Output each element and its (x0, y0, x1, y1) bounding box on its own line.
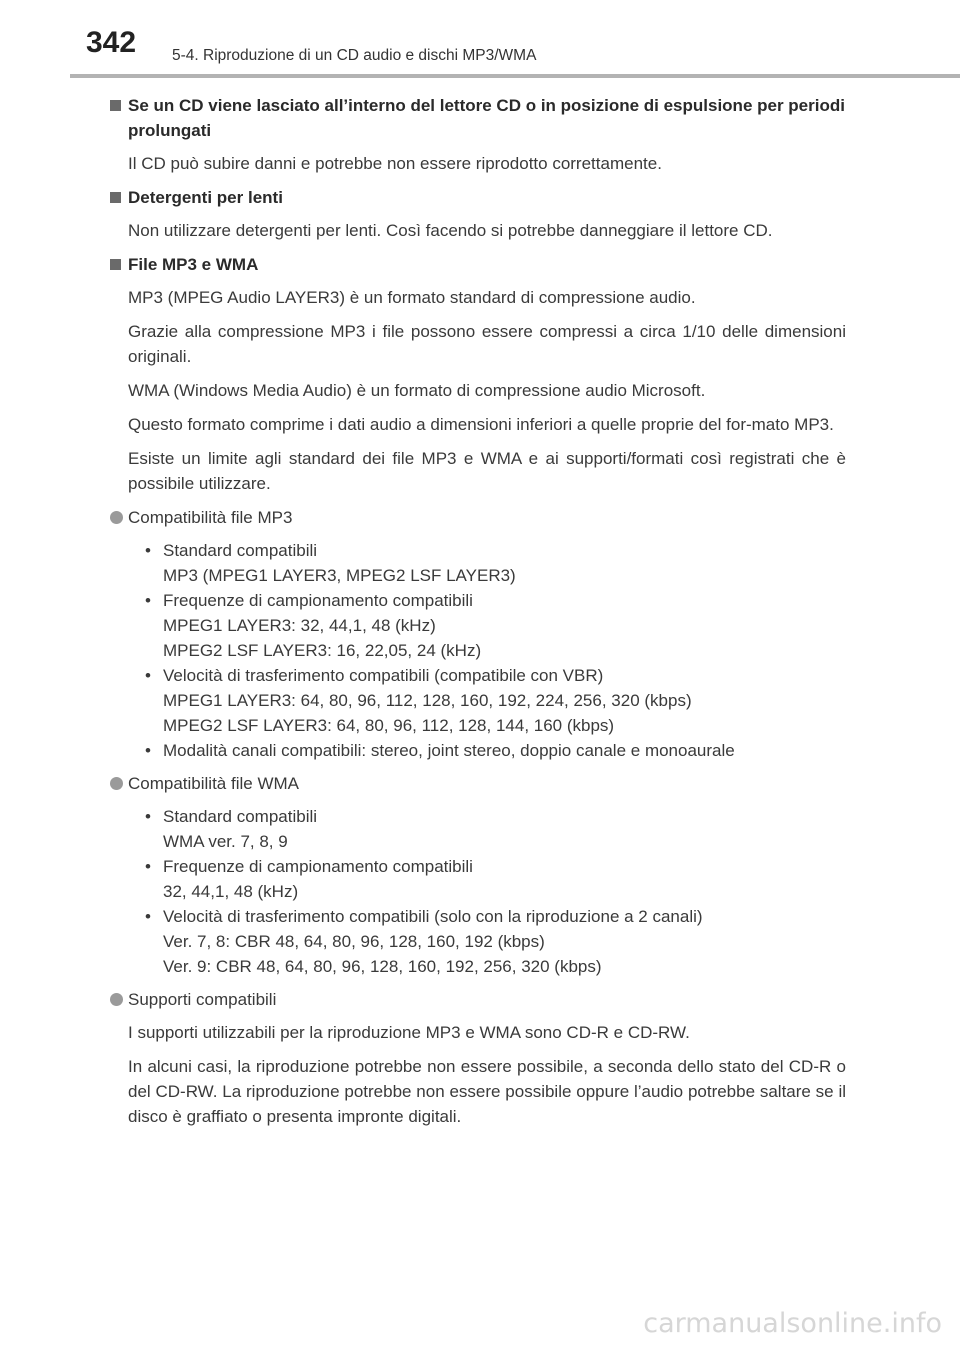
bullet-dot-icon: • (145, 907, 151, 926)
section-title: Se un CD viene lasciato all’interno del lettore CD o in posizione di espulsione per periodi prolungati (110, 93, 846, 143)
list-item: • Standard compatibili MP3 (MPEG1 LAYER3, MPEG2 LSF LAYER3) (145, 538, 846, 588)
list-item: • Frequenze di campionamento compatibili MPEG1 LAYER3: 32, 44,1, 48 (kHz) MPEG2 LSF LAYER3: 16, 22,05, 24 (kHz) (145, 588, 846, 663)
section-title: File MP3 e WMA (110, 252, 846, 277)
square-bullet-icon (110, 100, 121, 111)
list-item: • Velocità di trasferimento compatibili (solo con la riproduzione a 2 canali) Ver. 7, 8: CBR 48, 64, 80, 96, 128, 160, 192 (kbps) Ver. 9: CBR 48, 64, 80, 96, 128, 160, 192, 256, 320 (kbps) (145, 904, 846, 979)
subsection-heading: Supporti compatibili (110, 987, 846, 1012)
list-item: • Standard compatibili WMA ver. 7, 8, 9 (145, 804, 846, 854)
header-divider (70, 74, 960, 78)
page-number: 342 (86, 26, 137, 59)
chapter-title: 5-4. Riproduzione di un CD audio e dischi MP3/WMA (172, 47, 537, 64)
list-item: • Velocità di trasferimento compatibili (compatibile con VBR) MPEG1 LAYER3: 64, 80, 96, 112, 128, 160, 192, 224, 256, 320 (kbps) MPEG2 LSF LAYER3: 64, 80, 96, 112, 128, 144, 160 (kbps) (145, 663, 846, 738)
list-item: • Modalità canali compatibili: stereo, joint stereo, doppio canale e monoaurale (145, 738, 846, 763)
bullet-dot-icon: • (145, 857, 151, 876)
wma-bullet-list (110, 804, 846, 979)
paragraph: Questo formato comprime i dati audio a dimensioni inferiori a quelle proprie del for-mato MP3. (128, 415, 834, 434)
circle-bullet-icon (110, 511, 123, 524)
subsection-heading: Compatibilità file WMA (110, 771, 846, 796)
paragraph: MP3 (MPEG Audio LAYER3) è un formato standard di compressione audio. (128, 288, 696, 307)
watermark: carmanualsonline.info (643, 1308, 942, 1339)
subsection-heading: Compatibilità file MP3 (110, 505, 846, 530)
bullet-dot-icon: • (145, 591, 151, 610)
page-content (110, 93, 846, 1138)
bullet-dot-icon: • (145, 666, 151, 685)
list-item: • Frequenze di campionamento compatibili 32, 44,1, 48 (kHz) (145, 854, 846, 904)
mp3-bullet-list (110, 538, 846, 763)
paragraph: Il CD può subire danni e potrebbe non essere riprodotto correttamente. (128, 154, 662, 173)
page-header (0, 0, 960, 80)
section-title: Detergenti per lenti (110, 185, 846, 210)
circle-bullet-icon (110, 993, 123, 1006)
bullet-dot-icon: • (145, 807, 151, 826)
paragraph: I supporti utilizzabili per la riproduzione MP3 e WMA sono CD-R e CD-RW. (128, 1023, 690, 1042)
circle-bullet-icon (110, 777, 123, 790)
paragraph: WMA (Windows Media Audio) è un formato di compressione audio Microsoft. (128, 381, 706, 400)
paragraph: In alcuni casi, la riproduzione potrebbe non essere possibile, a seconda dello stato del CD-R o del CD-RW. La riproduzione potrebbe non essere possibile oppure l’audio potrebbe saltare se il disco è graffiato o presenta impronte digitali. (128, 1057, 846, 1126)
bullet-dot-icon: • (145, 741, 151, 760)
paragraph: Non utilizzare detergenti per lenti. Così facendo si potrebbe danneggiare il lettore CD. (128, 221, 773, 240)
paragraph: Esiste un limite agli standard dei file MP3 e WMA e ai supporti/formati così registrati che è possibile utilizzare. (128, 449, 846, 493)
square-bullet-icon (110, 192, 121, 203)
bullet-dot-icon: • (145, 541, 151, 560)
paragraph: Grazie alla compressione MP3 i file possono essere compressi a circa 1/10 delle dimensioni originali. (128, 322, 846, 366)
square-bullet-icon (110, 259, 121, 270)
